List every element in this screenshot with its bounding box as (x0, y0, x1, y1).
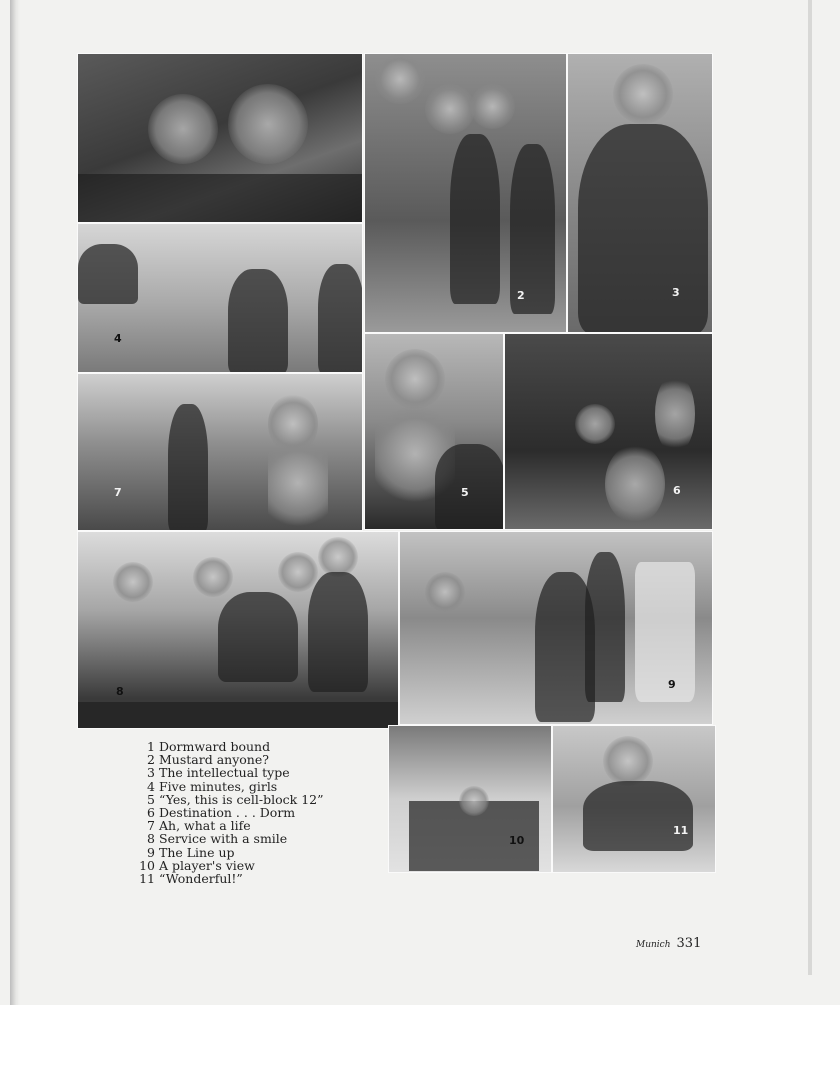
caption-number: 6 (147, 805, 155, 821)
caption-row (135, 846, 375, 859)
photo-number: 9 (668, 678, 676, 691)
caption-number: 4 (147, 778, 155, 794)
page-number: 331 (676, 936, 702, 951)
photo-players-view (388, 725, 552, 873)
caption-row (135, 780, 375, 793)
caption-text: The intellectual type (159, 765, 290, 781)
photo-number: 2 (517, 289, 525, 302)
photo-bus-arrival (504, 333, 713, 530)
caption-number: 2 (147, 752, 155, 768)
caption-text: “Yes, this is cell-block 12” (159, 791, 324, 807)
page-edge (808, 0, 812, 975)
caption-number: 7 (147, 818, 155, 834)
caption-text: Destination . . . Dorm (159, 805, 296, 821)
caption-text: Dormward bound (159, 739, 271, 754)
photo-service-desk (77, 531, 399, 729)
photo-wonderful (552, 725, 716, 873)
photo-number: 8 (116, 685, 124, 698)
caption-number: 1 (147, 739, 155, 754)
caption-text: Mustard anyone? (159, 752, 269, 768)
photo-number: 4 (114, 332, 122, 345)
caption-number: 11 (139, 871, 155, 887)
caption-text: The Line up (159, 844, 235, 860)
photo-telephone (364, 333, 504, 530)
caption-number: 8 (147, 831, 155, 847)
photo-cafeteria-line (399, 531, 713, 725)
caption-text: Five minutes, girls (159, 778, 278, 794)
book-spine (10, 0, 20, 1005)
caption-row (135, 832, 375, 845)
photo-number: 10 (509, 834, 525, 847)
caption-text: Service with a smile (159, 831, 288, 847)
caption-number: 5 (147, 791, 155, 807)
photo-washroom (77, 223, 363, 373)
photo-number: 6 (673, 484, 681, 497)
photo-game-room (77, 373, 363, 531)
caption-number: 3 (147, 765, 155, 781)
caption-text: Ah, what a life (159, 818, 251, 834)
photo-number: 7 (114, 486, 122, 499)
caption-number: 10 (139, 857, 155, 873)
caption-text: “Wonderful!” (159, 871, 243, 887)
section-name: Munich (636, 940, 671, 950)
photo-number: 11 (673, 824, 689, 837)
photo-captions (135, 740, 375, 885)
caption-number: 9 (147, 844, 155, 860)
page-footer (636, 932, 701, 951)
photo-intellectual-type (567, 53, 713, 333)
photo-mustard-line (364, 53, 567, 333)
photo-bus-interior (77, 53, 363, 223)
caption-text: A player's view (159, 857, 255, 873)
photo-number: 3 (672, 286, 680, 299)
caption-row (135, 766, 375, 779)
photo-number: 5 (461, 486, 469, 499)
caption-row (135, 872, 375, 885)
